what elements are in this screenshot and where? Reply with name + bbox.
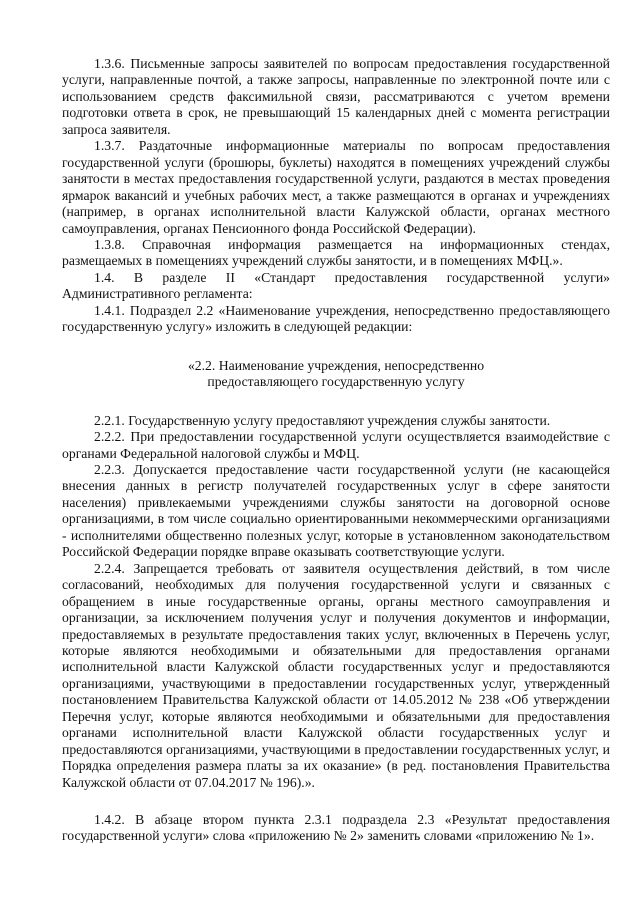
paragraph-1-4: 1.4. В разделе II «Стандарт предоставления государственной услуги» Административного регламента: (62, 269, 610, 302)
section-heading-line-2: предоставляющего государственную услугу (207, 374, 465, 390)
paragraph-1-4-2: 1.4.2. В абзаце втором пункта 2.3.1 подраздела 2.3 «Результат предоставления государственной услуги» слова «приложению № 2» заменить словами «приложению № 1». (62, 812, 610, 844)
section-heading-2-2 (62, 358, 610, 391)
paragraph-1-3-7: 1.3.7. Раздаточные информационные материалы по вопросам предоставления государственной услуги (брошюры, буклеты) находятся в помещениях учреждений службы занятости в местах предоставления государственной услуги, раздаются в местах проведения ярмарок вакансий и учебных рабочих мест, а также размещаются в органах и учреждениях (например, в органах исполнительной власти Калужской области, органах местного самоуправления, органах Пенсионного фонда Российской Федерации). (62, 138, 610, 236)
paragraph-2-2-4: 2.2.4. Запрещается требовать от заявителя осуществления действий, в том числе согласований, необходимых для получения государственной услуги и связанных с обращением в иные государственные органы, органы местного самоуправления и организации, за исключением получения услуг и получения документов и информации, предоставляемых в результате предоставления таких услуг, включенных в Перечень услуг, которые являются необходимыми и обязательными для предоставления органами исполнительной власти Калужской области государственных услуг и предоставляются организациями, участвующими в предоставлении государственных услуг, утвержденный постановлением Правительства Калужской области от 14.05.2012 № 238 «Об утверждении Перечня услуг, которые являются необходимыми и обязательными для предоставления органами исполнительной власти Калужской области государственных услуг и предоставляются организациями, участвующими в предоставлении государственных услуг, и Порядка определения размера платы за их оказание» (в ред. постановления Правительства Калужской области от 07.04.2017 № 196).». (62, 560, 610, 790)
paragraph-1-3-8: 1.3.8. Справочная информация размещается на информационных стендах, размещаемых в помещениях учреждений службы занятости, и в помещениях МФЦ.». (62, 236, 610, 269)
paragraph-2-2-2: 2.2.2. При предоставлении государственной услуги осуществляется взаимодействие с органами Федеральной налоговой службы и МФЦ. (62, 429, 610, 461)
paragraph-2-2-3: 2.2.3. Допускается предоставление части государственной услуги (не касающейся внесения данных в регистр получателей государственных услуг в сфере занятости населения) привлекаемыми учреждениями службы занятости на договорной основе организациями, в том числе социально ориентированными некоммерческими организациями - исполнителями общественно полезных услуг, которые в установленном законодательством Российской Федерации порядке вправе оказывать соответствующие услуги. (62, 461, 610, 560)
paragraph-1-4-1: 1.4.1. Подраздел 2.2 «Наименование учреждения, непосредственно предоставляющего государственную услугу» изложить в следующей редакции: (62, 302, 610, 335)
paragraph-1-3-6: 1.3.6. Письменные запросы заявителей по вопросам предоставления государственной услуги, направленные почтой, а также запросы, направленные по электронной почте или с использованием средств факсимильной связи, рассматриваются с учетом времени подготовки ответа в срок, не превышающий 15 календарных дней с момента регистрации запроса заявителя. (62, 56, 610, 137)
paragraph-2-2-1: 2.2.1. Государственную услугу предоставляют учреждения службы занятости. (94, 412, 551, 428)
section-heading-line-1: «2.2. Наименование учреждения, непосредственно (187, 357, 485, 373)
document-page (62, 56, 610, 845)
